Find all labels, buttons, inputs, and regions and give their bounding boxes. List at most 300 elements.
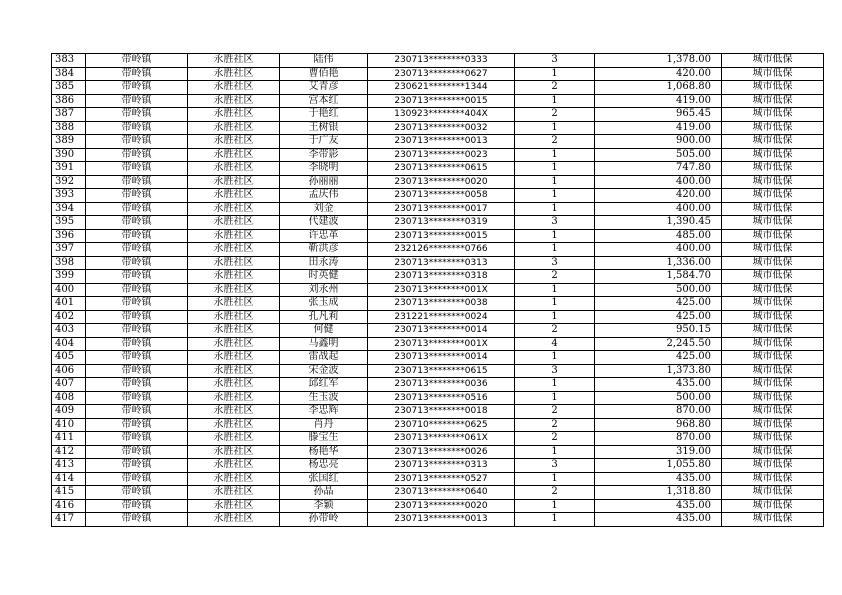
id-number-cell: 230713********0023 [368,148,515,162]
household-count-cell: 2 [515,432,595,446]
assistance-type-cell: 城市低保 [722,445,824,459]
name-cell: 杨忠亮 [280,459,368,473]
assistance-type-cell: 城市低保 [722,513,824,527]
row-number-cell: 383 [52,54,86,68]
household-count-cell: 1 [515,175,595,189]
town-cell: 带岭镇 [86,135,188,149]
table-row [52,108,824,122]
assistance-type-cell: 城市低保 [722,256,824,270]
table-row [52,459,824,473]
name-cell: 李晓明 [280,162,368,176]
amount-cell: 1,390.45 [595,216,722,230]
table-row [52,216,824,230]
amount-cell: 1,378.00 [595,54,722,68]
table-row [52,432,824,446]
row-number-cell: 409 [52,405,86,419]
assistance-type-cell: 城市低保 [722,54,824,68]
household-count-cell: 2 [515,270,595,284]
town-cell: 带岭镇 [86,216,188,230]
town-cell: 带岭镇 [86,391,188,405]
id-number-cell: 230713********001X [368,283,515,297]
household-count-cell: 1 [515,499,595,513]
row-number-cell: 414 [52,472,86,486]
assistance-type-cell: 城市低保 [722,337,824,351]
assistance-type-cell: 城市低保 [722,243,824,257]
table-row [52,202,824,216]
town-cell: 带岭镇 [86,499,188,513]
household-count-cell: 2 [515,405,595,419]
amount-cell: 425.00 [595,297,722,311]
town-cell: 带岭镇 [86,513,188,527]
community-cell: 永胜社区 [188,351,280,365]
assistance-type-cell: 城市低保 [722,202,824,216]
amount-cell: 505.00 [595,148,722,162]
name-cell: 李带影 [280,148,368,162]
name-cell: 于广友 [280,135,368,149]
id-number-cell: 230713********0026 [368,445,515,459]
community-cell: 永胜社区 [188,121,280,135]
id-number-cell: 230713********0058 [368,189,515,203]
town-cell: 带岭镇 [86,445,188,459]
id-number-cell: 230713********0017 [368,202,515,216]
table-row [52,81,824,95]
table-row [52,283,824,297]
row-number-cell: 405 [52,351,86,365]
amount-cell: 2,245.50 [595,337,722,351]
id-number-cell: 230713********0020 [368,499,515,513]
town-cell: 带岭镇 [86,486,188,500]
name-cell: 孔凡莉 [280,310,368,324]
name-cell: 李颖 [280,499,368,513]
id-number-cell: 230713********0014 [368,351,515,365]
community-cell: 永胜社区 [188,94,280,108]
town-cell: 带岭镇 [86,364,188,378]
row-number-cell: 391 [52,162,86,176]
town-cell: 带岭镇 [86,94,188,108]
row-number-cell: 395 [52,216,86,230]
community-cell: 永胜社区 [188,378,280,392]
id-number-cell: 230713********0020 [368,175,515,189]
amount-cell: 425.00 [595,351,722,365]
amount-cell: 319.00 [595,445,722,459]
table-row [52,229,824,243]
name-cell: 孙晶 [280,486,368,500]
town-cell: 带岭镇 [86,81,188,95]
id-number-cell: 230713********0032 [368,121,515,135]
id-number-cell: 230713********0333 [368,54,515,68]
row-number-cell: 387 [52,108,86,122]
row-number-cell: 400 [52,283,86,297]
community-cell: 永胜社区 [188,391,280,405]
table-row [52,175,824,189]
table-row [52,364,824,378]
table-row [52,67,824,81]
community-cell: 永胜社区 [188,324,280,338]
name-cell: 何健 [280,324,368,338]
row-number-cell: 416 [52,499,86,513]
household-count-cell: 1 [515,202,595,216]
community-cell: 永胜社区 [188,162,280,176]
name-cell: 雷战起 [280,351,368,365]
community-cell: 永胜社区 [188,229,280,243]
town-cell: 带岭镇 [86,378,188,392]
town-cell: 带岭镇 [86,351,188,365]
household-count-cell: 3 [515,54,595,68]
household-count-cell: 1 [515,283,595,297]
name-cell: 孙带岭 [280,513,368,527]
household-count-cell: 3 [515,459,595,473]
table-row [52,121,824,135]
community-cell: 永胜社区 [188,283,280,297]
household-count-cell: 1 [515,310,595,324]
name-cell: 于艳红 [280,108,368,122]
assistance-type-cell: 城市低保 [722,216,824,230]
id-number-cell: 230713********0615 [368,364,515,378]
id-number-cell: 230713********001X [368,337,515,351]
name-cell: 宫本红 [280,94,368,108]
name-cell: 孙丽丽 [280,175,368,189]
name-cell: 刘金 [280,202,368,216]
name-cell: 宋金波 [280,364,368,378]
row-number-cell: 403 [52,324,86,338]
name-cell: 张玉成 [280,297,368,311]
community-cell: 永胜社区 [188,175,280,189]
table-row [52,472,824,486]
table-row [52,54,824,68]
assistance-type-cell: 城市低保 [722,108,824,122]
row-number-cell: 385 [52,81,86,95]
assistance-type-cell: 城市低保 [722,391,824,405]
table-row [52,378,824,392]
id-number-cell: 230713********0313 [368,459,515,473]
table-row [52,270,824,284]
name-cell: 李忠辉 [280,405,368,419]
amount-cell: 400.00 [595,243,722,257]
household-count-cell: 1 [515,148,595,162]
assistance-type-cell: 城市低保 [722,67,824,81]
name-cell: 马鑫明 [280,337,368,351]
town-cell: 带岭镇 [86,202,188,216]
household-count-cell: 2 [515,135,595,149]
household-count-cell: 4 [515,337,595,351]
household-count-cell: 2 [515,81,595,95]
amount-cell: 400.00 [595,202,722,216]
id-number-cell: 230713********0516 [368,391,515,405]
community-cell: 永胜社区 [188,459,280,473]
name-cell: 艾青彦 [280,81,368,95]
amount-cell: 747.80 [595,162,722,176]
community-cell: 永胜社区 [188,54,280,68]
table-row [52,351,824,365]
amount-cell: 870.00 [595,405,722,419]
id-number-cell: 230713********061X [368,432,515,446]
id-number-cell: 230710********0625 [368,418,515,432]
town-cell: 带岭镇 [86,162,188,176]
table-row [52,94,824,108]
name-cell: 杨艳华 [280,445,368,459]
name-cell: 陆伟 [280,54,368,68]
assistance-type-cell: 城市低保 [722,472,824,486]
community-cell: 永胜社区 [188,486,280,500]
id-number-cell: 230713********0014 [368,324,515,338]
id-number-cell: 230621********1344 [368,81,515,95]
assistance-type-cell: 城市低保 [722,432,824,446]
name-cell: 刘永州 [280,283,368,297]
row-number-cell: 408 [52,391,86,405]
name-cell: 肖丹 [280,418,368,432]
household-count-cell: 1 [515,229,595,243]
household-count-cell: 2 [515,324,595,338]
household-count-cell: 1 [515,121,595,135]
community-cell: 永胜社区 [188,432,280,446]
town-cell: 带岭镇 [86,256,188,270]
community-cell: 永胜社区 [188,499,280,513]
row-number-cell: 401 [52,297,86,311]
table-body [52,54,824,527]
row-number-cell: 393 [52,189,86,203]
table-row [52,513,824,527]
assistance-type-cell: 城市低保 [722,310,824,324]
name-cell: 代建波 [280,216,368,230]
id-number-cell: 230713********0018 [368,405,515,419]
id-number-cell: 230713********0038 [368,297,515,311]
assistance-type-cell: 城市低保 [722,459,824,473]
row-number-cell: 412 [52,445,86,459]
table-row [52,391,824,405]
assistance-type-cell: 城市低保 [722,297,824,311]
community-cell: 永胜社区 [188,337,280,351]
name-cell: 滕宝生 [280,432,368,446]
town-cell: 带岭镇 [86,243,188,257]
community-cell: 永胜社区 [188,297,280,311]
row-number-cell: 389 [52,135,86,149]
id-number-cell: 230713********0013 [368,513,515,527]
id-number-cell: 230713********0318 [368,270,515,284]
table-row [52,162,824,176]
town-cell: 带岭镇 [86,405,188,419]
id-number-cell: 230713********0627 [368,67,515,81]
household-count-cell: 1 [515,162,595,176]
name-cell: 邱红军 [280,378,368,392]
table-row [52,135,824,149]
row-number-cell: 394 [52,202,86,216]
relief-table [51,53,824,527]
community-cell: 永胜社区 [188,108,280,122]
row-number-cell: 397 [52,243,86,257]
row-number-cell: 392 [52,175,86,189]
town-cell: 带岭镇 [86,324,188,338]
assistance-type-cell: 城市低保 [722,351,824,365]
assistance-type-cell: 城市低保 [722,405,824,419]
amount-cell: 420.00 [595,67,722,81]
row-number-cell: 415 [52,486,86,500]
town-cell: 带岭镇 [86,283,188,297]
community-cell: 永胜社区 [188,81,280,95]
table-row [52,445,824,459]
table-row [52,189,824,203]
name-cell: 时英健 [280,270,368,284]
id-number-cell: 230713********0015 [368,94,515,108]
town-cell: 带岭镇 [86,121,188,135]
assistance-type-cell: 城市低保 [722,499,824,513]
name-cell: 生玉波 [280,391,368,405]
amount-cell: 1,068.80 [595,81,722,95]
amount-cell: 1,336.00 [595,256,722,270]
community-cell: 永胜社区 [188,270,280,284]
community-cell: 永胜社区 [188,364,280,378]
household-count-cell: 3 [515,256,595,270]
row-number-cell: 404 [52,337,86,351]
household-count-cell: 2 [515,486,595,500]
town-cell: 带岭镇 [86,229,188,243]
household-count-cell: 1 [515,472,595,486]
table-row [52,148,824,162]
row-number-cell: 413 [52,459,86,473]
name-cell: 许忠革 [280,229,368,243]
row-number-cell: 406 [52,364,86,378]
amount-cell: 419.00 [595,121,722,135]
household-count-cell: 2 [515,418,595,432]
name-cell: 曹佰艳 [280,67,368,81]
assistance-type-cell: 城市低保 [722,229,824,243]
town-cell: 带岭镇 [86,270,188,284]
town-cell: 带岭镇 [86,418,188,432]
amount-cell: 500.00 [595,391,722,405]
town-cell: 带岭镇 [86,310,188,324]
table-row [52,256,824,270]
assistance-type-cell: 城市低保 [722,162,824,176]
amount-cell: 950.15 [595,324,722,338]
amount-cell: 435.00 [595,378,722,392]
town-cell: 带岭镇 [86,175,188,189]
id-number-cell: 230713********0527 [368,472,515,486]
town-cell: 带岭镇 [86,297,188,311]
amount-cell: 400.00 [595,175,722,189]
id-number-cell: 130923********404X [368,108,515,122]
assistance-type-cell: 城市低保 [722,364,824,378]
assistance-type-cell: 城市低保 [722,121,824,135]
id-number-cell: 230713********0615 [368,162,515,176]
assistance-type-cell: 城市低保 [722,175,824,189]
town-cell: 带岭镇 [86,189,188,203]
household-count-cell: 1 [515,189,595,203]
community-cell: 永胜社区 [188,148,280,162]
assistance-type-cell: 城市低保 [722,148,824,162]
household-count-cell: 1 [515,513,595,527]
amount-cell: 870.00 [595,432,722,446]
name-cell: 王树银 [280,121,368,135]
amount-cell: 435.00 [595,499,722,513]
assistance-type-cell: 城市低保 [722,189,824,203]
row-number-cell: 390 [52,148,86,162]
assistance-type-cell: 城市低保 [722,270,824,284]
table-row [52,324,824,338]
household-count-cell: 1 [515,297,595,311]
row-number-cell: 411 [52,432,86,446]
household-count-cell: 2 [515,108,595,122]
table-row [52,243,824,257]
amount-cell: 1,318.80 [595,486,722,500]
row-number-cell: 396 [52,229,86,243]
town-cell: 带岭镇 [86,67,188,81]
amount-cell: 425.00 [595,310,722,324]
row-number-cell: 402 [52,310,86,324]
id-number-cell: 230713********0015 [368,229,515,243]
amount-cell: 1,584.70 [595,270,722,284]
community-cell: 永胜社区 [188,135,280,149]
town-cell: 带岭镇 [86,432,188,446]
household-count-cell: 1 [515,351,595,365]
table-row [52,337,824,351]
household-count-cell: 3 [515,364,595,378]
community-cell: 永胜社区 [188,256,280,270]
community-cell: 永胜社区 [188,513,280,527]
amount-cell: 965.45 [595,108,722,122]
assistance-type-cell: 城市低保 [722,81,824,95]
amount-cell: 435.00 [595,513,722,527]
assistance-type-cell: 城市低保 [722,94,824,108]
amount-cell: 420.00 [595,189,722,203]
community-cell: 永胜社区 [188,418,280,432]
table-row [52,310,824,324]
id-number-cell: 230713********0640 [368,486,515,500]
community-cell: 永胜社区 [188,472,280,486]
id-number-cell: 230713********0036 [368,378,515,392]
assistance-type-cell: 城市低保 [722,486,824,500]
amount-cell: 419.00 [595,94,722,108]
assistance-type-cell: 城市低保 [722,378,824,392]
amount-cell: 1,373.80 [595,364,722,378]
community-cell: 永胜社区 [188,243,280,257]
name-cell: 田永涛 [280,256,368,270]
town-cell: 带岭镇 [86,148,188,162]
amount-cell: 900.00 [595,135,722,149]
amount-cell: 485.00 [595,229,722,243]
household-count-cell: 1 [515,445,595,459]
row-number-cell: 384 [52,67,86,81]
household-count-cell: 1 [515,94,595,108]
amount-cell: 435.00 [595,472,722,486]
assistance-type-cell: 城市低保 [722,283,824,297]
row-number-cell: 410 [52,418,86,432]
row-number-cell: 399 [52,270,86,284]
community-cell: 永胜社区 [188,405,280,419]
row-number-cell: 417 [52,513,86,527]
id-number-cell: 231221********0024 [368,310,515,324]
id-number-cell: 232126********0766 [368,243,515,257]
id-number-cell: 230713********0013 [368,135,515,149]
table-row [52,297,824,311]
town-cell: 带岭镇 [86,337,188,351]
assistance-type-cell: 城市低保 [722,135,824,149]
town-cell: 带岭镇 [86,459,188,473]
id-number-cell: 230713********0319 [368,216,515,230]
household-count-cell: 1 [515,391,595,405]
household-count-cell: 1 [515,378,595,392]
row-number-cell: 388 [52,121,86,135]
community-cell: 永胜社区 [188,216,280,230]
community-cell: 永胜社区 [188,202,280,216]
name-cell: 张国红 [280,472,368,486]
table-row [52,486,824,500]
row-number-cell: 407 [52,378,86,392]
row-number-cell: 398 [52,256,86,270]
community-cell: 永胜社区 [188,310,280,324]
assistance-type-cell: 城市低保 [722,418,824,432]
household-count-cell: 1 [515,243,595,257]
household-count-cell: 3 [515,216,595,230]
table-row [52,405,824,419]
